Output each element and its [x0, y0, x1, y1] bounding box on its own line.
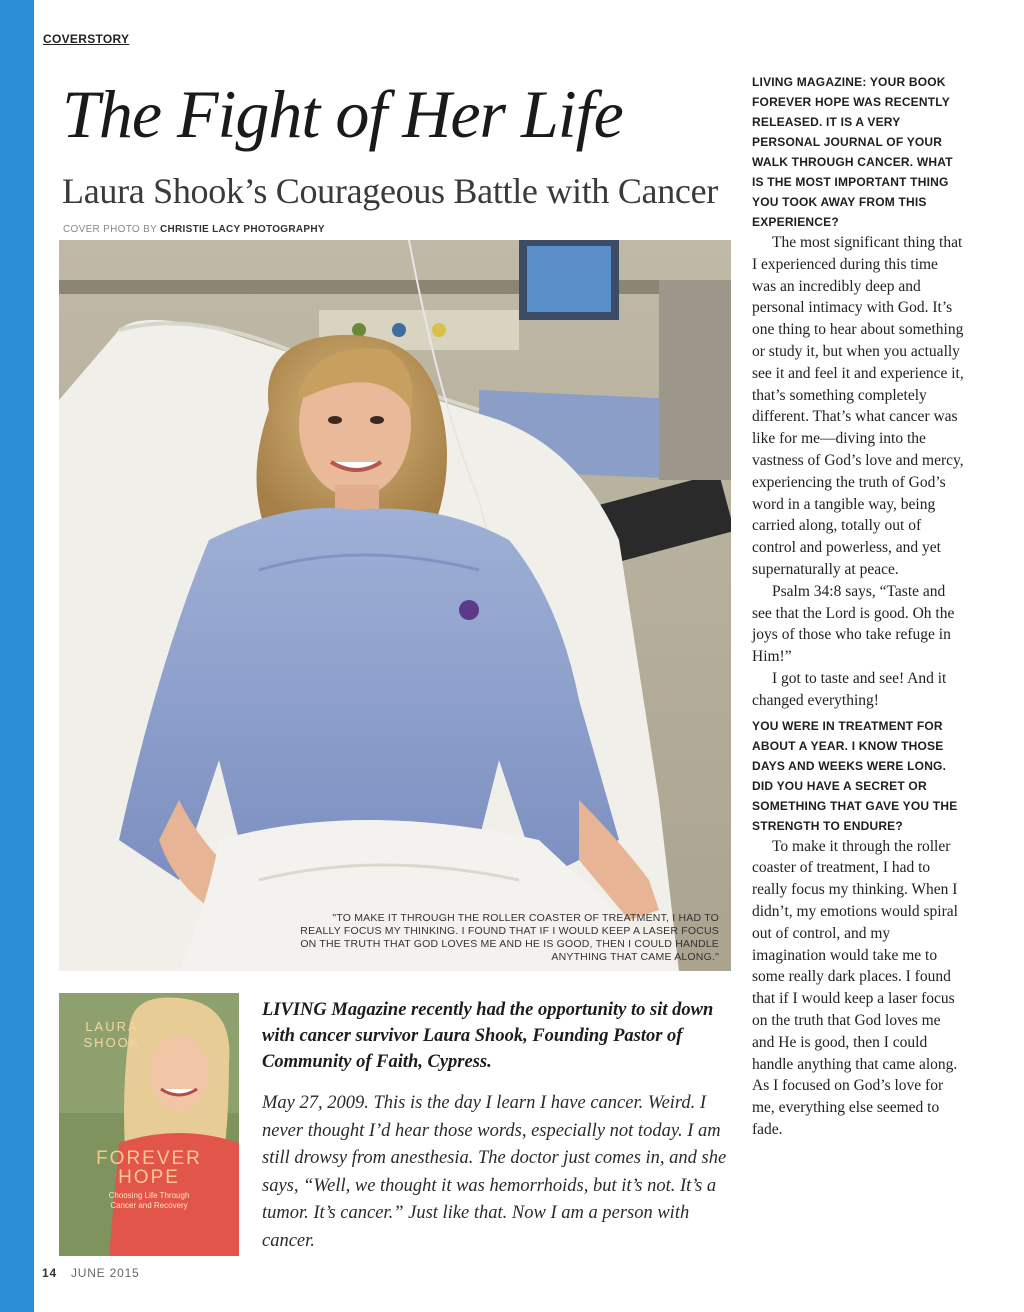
answer-1 [752, 232, 964, 712]
book-subtitle: Choosing Life Through Cancer and Recovery [108, 1191, 190, 1210]
book-cover [59, 993, 239, 1256]
issue-date: JUNE 2015 [70, 1266, 140, 1280]
pull-quote: "TO MAKE IT THROUGH THE ROLLER COASTER OF TREATMENT, I HAD TO REALLY FOCUS MY THINKING. I FOUND THAT IF I WOULD KEEP A LASER FOCUS ON THE TRUTH THAT GOD LOVES ME AND HE IS GOOD, THEN I COULD HANDLE ANYTHING THAT CAME ALONG." [300, 912, 719, 963]
story-text: May 27, 2009. This is the day I learn I have cancer. Weird. I never thought I’d hear those words, especially not today. I am still drowsy from anesthesia. The doctor just comes in, and she says, “Well, we thought it was hemorrhoids, but it’s not. It’s a tumor. It’s cancer.” Just like that. Now I am a person with cancer. [262, 1093, 727, 1251]
book-author-first: LAURA [85, 1019, 139, 1034]
headline: The Fight of Her Life [62, 76, 623, 152]
intro-text: LIVING Magazine recently had the opportunity to sit down with cancer survivor Laura Shook, Founding Pastor of Community of Faith, Cypress. [262, 1000, 714, 1072]
book-title-line2: HOPE [118, 1167, 180, 1188]
hospital-photo-illustration [59, 240, 731, 971]
page-number: 14 [42, 1266, 57, 1280]
answer-1-paragraph-3: I got to taste and see! And it changed everything! [752, 669, 947, 709]
qa-column [752, 72, 964, 1141]
section-label [43, 32, 129, 46]
photo-credit-label: COVER PHOTO BY [63, 224, 157, 235]
book-title-line1: FOREVER [96, 1148, 202, 1169]
accent-bar [0, 0, 34, 1312]
photo-credit [63, 224, 325, 235]
answer-2-paragraph-1: To make it through the roller coaster of treatment, I had to really focus my thinking. When I didn’t, my emotions would spiral out of control, and my imagination would take me to some really dark places. I found that if I would keep a laser focus on the truth that God loves me and He is good, then I could handle anything that came along. As I focused on God’s love for me, everything else seemed to fade. [752, 837, 958, 1138]
book-author [77, 1019, 147, 1051]
answer-1-paragraph-1: The most significant thing that I experienced during this time was an incredibly deep and personal intimacy with God. It’s one thing to hear about something or study it, but when you actually see it and feel it and experience it, that’s something completely different. That’s what cancer was like for me—diving into the vastness of God’s love and mercy, experiencing the truth of God’s word in a tangible way, being carried along, totally out of control and powerless, and yet supernaturally at peace. [752, 234, 964, 578]
book-title [79, 1149, 219, 1187]
book-author-last: SHOOK [83, 1035, 141, 1050]
hospital-photo [59, 240, 731, 971]
section-prefix: COVER [43, 32, 88, 46]
question-2: YOU WERE IN TREATMENT FOR ABOUT A YEAR. I KNOW THOSE DAYS AND WEEKS WERE LONG. DID YOU HAVE A SECRET OR SOMETHING THAT GAVE YOU THE STRENGTH TO ENDURE? [752, 718, 958, 833]
answer-2 [752, 836, 964, 1141]
question-1: LIVING MAGAZINE: YOUR BOOK FOREVER HOPE WAS RECENTLY RELEASED. IT IS A VERY PERSONAL JOURNAL OF YOUR WALK THROUGH CANCER. WHAT IS THE MOST IMPORTANT THING YOU TOOK AWAY FROM THIS EXPERIENCE? [752, 75, 953, 229]
subhead: Laura Shook’s Courageous Battle with Cancer [62, 171, 718, 211]
section-suffix: STORY [87, 32, 130, 46]
page-footer [42, 1266, 140, 1280]
answer-1-paragraph-2: Psalm 34:8 says, “Taste and see that the Lord is good. Oh the joys of those who take refuge in Him!” [752, 582, 955, 666]
photo-credit-name: CHRISTIE LACY PHOTOGRAPHY [159, 224, 325, 235]
